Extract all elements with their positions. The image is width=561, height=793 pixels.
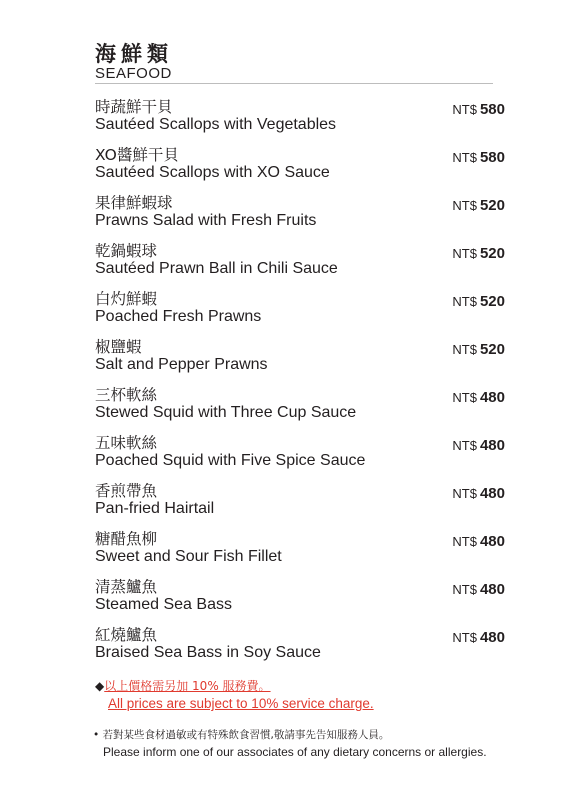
price-currency: NT$	[452, 198, 477, 213]
dish-price	[452, 196, 505, 215]
dish-price	[452, 388, 505, 407]
dish-price	[452, 148, 505, 167]
price-currency: NT$	[452, 438, 477, 453]
dish-name-chinese: 果律鮮蝦球	[95, 194, 173, 212]
dietary-notice-english: Please inform one of our associates of any dietary concerns or allergies.	[103, 745, 487, 759]
dish-name-english: Stewed Squid with Three Cup Sauce	[95, 404, 357, 421]
price-currency: NT$	[452, 102, 477, 117]
price-amount: 580	[479, 149, 505, 166]
dish-name-chinese: 紅燒鱸魚	[95, 626, 158, 644]
menu-item	[95, 626, 505, 674]
menu-item	[95, 290, 505, 338]
menu-item	[95, 338, 505, 386]
dish-name-chinese: 乾鍋蝦球	[95, 242, 158, 260]
price-amount: 480	[479, 581, 505, 598]
dish-price	[452, 436, 505, 455]
dish-price	[452, 100, 505, 119]
dietary-notice	[93, 727, 487, 761]
section-title-english: SEAFOOD	[95, 65, 172, 82]
dish-name-english: Pan-fried Hairtail	[95, 500, 215, 517]
dish-name-english: Salt and Pepper Prawns	[95, 356, 268, 373]
dish-price	[452, 484, 505, 503]
price-currency: NT$	[452, 630, 477, 645]
price-amount: 520	[479, 341, 505, 358]
menu-item	[95, 434, 505, 482]
menu-item	[95, 386, 505, 434]
dish-price	[452, 580, 505, 599]
dish-name-english: Prawns Salad with Fresh Fruits	[95, 212, 317, 229]
price-currency: NT$	[452, 486, 477, 501]
price-amount: 520	[479, 245, 505, 262]
menu-item	[95, 578, 505, 626]
dish-name-chinese: 香煎帶魚	[95, 482, 158, 500]
dish-price	[452, 532, 505, 551]
notice-bullet-icon: •	[93, 729, 100, 741]
price-amount: 520	[479, 197, 505, 214]
price-currency: NT$	[452, 534, 477, 549]
dish-price	[452, 244, 505, 263]
dietary-notice-chinese: 若對某些食材過敏或有特殊飲食習慣,敬請事先告知服務人員。	[102, 729, 390, 741]
dish-name-english: Sweet and Sour Fish Fillet	[95, 548, 282, 565]
dish-name-chinese: XO醬鮮干貝	[95, 146, 179, 164]
section-title-chinese: 海鮮類	[95, 42, 173, 66]
dish-name-english: Poached Fresh Prawns	[95, 308, 262, 325]
dish-name-chinese: 三杯軟絲	[95, 386, 158, 404]
dish-price	[452, 292, 505, 311]
title-divider	[95, 83, 493, 84]
price-amount: 480	[479, 389, 505, 406]
dish-name-english: Poached Squid with Five Spice Sauce	[95, 452, 366, 469]
menu-item	[95, 242, 505, 290]
menu-item	[95, 98, 505, 146]
menu-item	[95, 146, 505, 194]
dish-name-english: Braised Sea Bass in Soy Sauce	[95, 644, 321, 661]
dish-name-chinese: 五味軟絲	[95, 434, 158, 452]
menu-item	[95, 482, 505, 530]
price-amount: 480	[479, 485, 505, 502]
price-amount: 520	[479, 293, 505, 310]
menu-list	[95, 98, 505, 674]
dish-name-chinese: 時蔬鮮干貝	[95, 98, 173, 116]
dish-price	[452, 628, 505, 647]
price-currency: NT$	[452, 582, 477, 597]
dish-name-english: Sautéed Scallops with XO Sauce	[95, 164, 330, 181]
dish-name-chinese: 清蒸鱸魚	[95, 578, 158, 596]
price-amount: 480	[479, 629, 505, 646]
price-amount: 480	[479, 437, 505, 454]
price-amount: 480	[479, 533, 505, 550]
service-charge-chinese: 以上價格需另加 10% 服務費。	[104, 679, 271, 693]
price-currency: NT$	[452, 150, 477, 165]
price-currency: NT$	[452, 246, 477, 261]
price-currency: NT$	[452, 294, 477, 309]
service-charge-english: All prices are subject to 10% service charge.	[108, 696, 374, 711]
dish-price	[452, 340, 505, 359]
dish-name-english: Steamed Sea Bass	[95, 596, 232, 613]
dish-name-chinese: 白灼鮮蝦	[95, 290, 158, 308]
service-charge-note	[95, 678, 374, 712]
dish-name-chinese: 椒鹽蝦	[95, 338, 142, 356]
diamond-bullet-icon: ◆	[95, 679, 105, 693]
menu-item	[95, 194, 505, 242]
dish-name-chinese: 糖醋魚柳	[95, 530, 158, 548]
menu-item	[95, 530, 505, 578]
price-currency: NT$	[452, 390, 477, 405]
price-amount: 580	[479, 101, 505, 118]
dish-name-english: Sautéed Prawn Ball in Chili Sauce	[95, 260, 338, 277]
dish-name-english: Sautéed Scallops with Vegetables	[95, 116, 337, 133]
price-currency: NT$	[452, 342, 477, 357]
